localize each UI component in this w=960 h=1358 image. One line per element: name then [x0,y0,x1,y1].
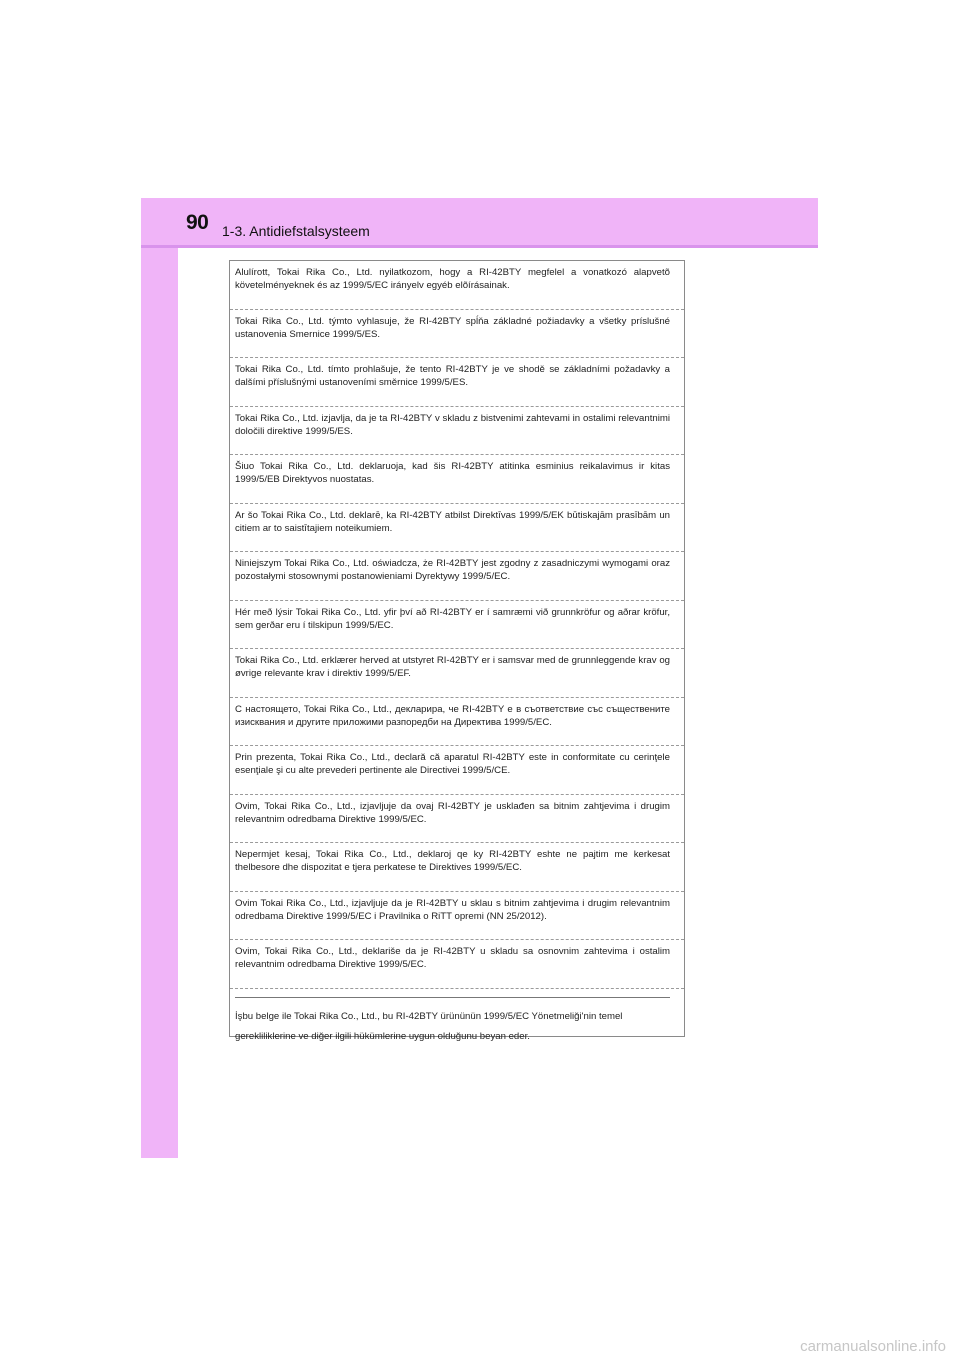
declaration-icelandic: Hér með lýsir Tokai Rika Co., Ltd. yfir því að RI-42BTY er í samræmi við grunnkröfur og aðrar kröfur, sem gerðar eru í tilskipun 1999/5/EC. [230,601,684,650]
declaration-serbian: Ovim, Tokai Rika Co., Ltd., deklariše da je RI-42BTY u skladu sa osnovnim zahtevima i ostalim relevantnim odredbama Direktive 1999/5/EC. [230,940,684,989]
header-rule [141,245,818,248]
declaration-albanian: Nepermjet kesaj, Tokai Rika Co., Ltd., deklaroj qe ky RI-42BTY eshte ne pajtim me kerkesat thelbesore dhe dispozitat e tjera perkatese te Direktives 1999/5/EC. [230,843,684,892]
declaration-lithuanian: Šiuo Tokai Rika Co., Ltd. deklaruoja, kad šis RI-42BTY atitinka esminius reikalavimus ir kitas 1999/5/EB Direktyvos nuostatas. [230,455,684,504]
declaration-polish: Niniejszym Tokai Rika Co., Ltd. oświadcza, że RI-42BTY jest zgodny z zasadniczymi wymogami oraz pozostałymi stosownymi postanowieniami Dyrektywy 1999/5/EC. [230,552,684,601]
declaration-slovenian: Tokai Rika Co., Ltd. izjavlja, da je ta RI-42BTY v skladu z bistvenimi zahtevami in ostalimi relevantnimi določili direktive 1999/5/ES. [230,407,684,456]
declaration-hungarian: Alulírott, Tokai Rika Co., Ltd. nyilatkozom, hogy a RI-42BTY megfelel a vonatkozó alapvetõ követelményeknek és az 1999/5/EC irányelv egyéb elõírásainak. [230,261,684,310]
declaration-norwegian: Tokai Rika Co., Ltd. erklærer herved at utstyret RI-42BTY er i samsvar med de grunnleggende krav og øvrige relevante krav i direktiv 1999/5/EF. [230,649,684,698]
declaration-croatian: Ovim Tokai Rika Co., Ltd., izjavljuje da je RI-42BTY u sklau s bitnim zahtjevima i drugim relevantnim odredbama Direktive 1999/5/EC i Pravilnika o RiTT opremi (NN 25/2012). [230,892,684,941]
turkish-line-2: gerekliliklerine ve diğer ilgili hükümlerine uygun olduğunu beyan eder. [235,1030,530,1042]
declaration-bulgarian: С настоящето, Tokai Rika Co., Ltd., декларира, че RI-42BTY е в съответствие със съществените изисквания и другите приложими разпоредби на Директива 1999/5/ЕС. [230,698,684,747]
declaration-romanian: Prin prezenta, Tokai Rika Co., Ltd., declară că aparatul RI-42BTY este in conformitate cu cerinţele esenţiale şi cu alte prevederi pertinente ale Directivei 1999/5/CE. [230,746,684,795]
turkish-separator-rule [235,997,670,998]
declaration-turkish [230,989,684,1084]
page-number: 90 [186,211,209,234]
declaration-bosnian: Ovim, Tokai Rika Co., Ltd., izjavljuje da ovaj RI-42BTY je usklađen sa bitnim zahtjevima i drugim relevantnim odredbama Direktive 1999/5/EC. [230,795,684,844]
declaration-slovak: Tokai Rika Co., Ltd. týmto vyhlasuje, že RI-42BTY spĺňa základné požiadavky a všetky príslušné ustanovenia Smernice 1999/5/ES. [230,310,684,359]
turkish-line-1: İşbu belge ile Tokai Rika Co., Ltd., bu RI-42BTY ürününün 1999/5/EC Yönetmeliği'nin temel [235,1010,623,1022]
declaration-box [229,260,685,1042]
chapter-side-tab [141,198,178,1158]
declaration-latvian: Ar šo Tokai Rika Co., Ltd. deklarē, ka RI-42BTY atbilst Direktīvas 1999/5/EK būtiskajām prasībām un citiem ar to saistītajiem noteikumiem. [230,504,684,553]
section-title: 1-3. Antidiefstalsysteem [222,223,370,239]
declaration-czech: Tokai Rika Co., Ltd. tímto prohlašuje, že tento RI-42BTY je ve shodě se základními požadavky a dalšími příslušnými ustanoveními směrnice 1999/5/ES. [230,358,684,407]
watermark-text: carmanualsonline.info [800,1338,946,1355]
